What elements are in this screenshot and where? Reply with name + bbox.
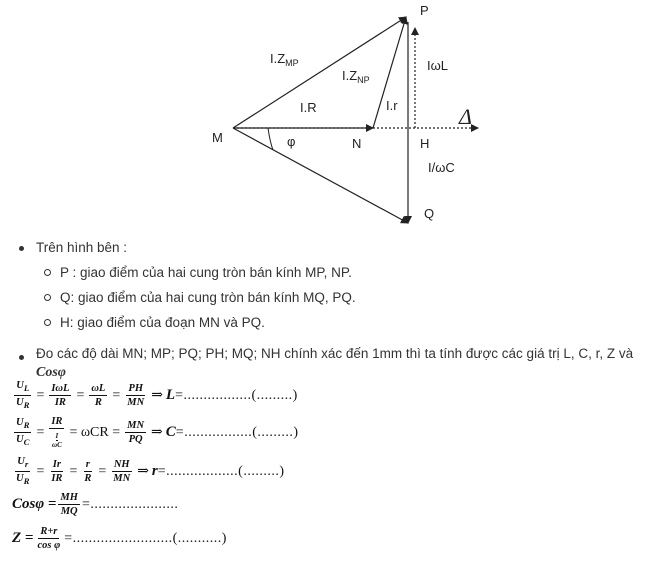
bullet-measure [14,345,644,381]
bullet-measure-cos: Cosφ [36,365,66,380]
sub-bullet-p-text: P : giao điểm của hai cung tròn bán kính MP, NP. [60,265,352,280]
frac-ur-uc: $\frac{U_R}{U_C}$ [16,416,30,448]
sub-bullet-q-text: Q: giao điểm của hai cung tròn bán kính MQ, PQ. [60,290,356,305]
frac-ir-i-wc: $\frac{IR}{\frac{I}{\omega C}}$ [51,416,63,449]
blank-z: =.........................(...........) [64,530,227,546]
frac-rr-cos: $\frac{R+r}{\text{cos φ}}$ [37,526,61,551]
segment-mq [233,128,408,223]
phi-arc [268,128,273,150]
frac-iwl-ir: $\frac{\text{IωL}}{IR}$ [51,383,70,409]
formula-r: $\frac{U_r}{U_R}$ = $\frac{Ir}{IR}$ = $\frac{r}{R}$ = $\frac{NH}{MN}$ ⇒ r =..................(.........) [16,456,285,487]
var-c: C [165,424,176,440]
sub-bullet-q [14,285,644,310]
label-h: H [420,136,430,151]
phasor-diagram [0,0,650,235]
sub-bullet-h-text: H: giao điểm của đoạn MN và PQ. [60,315,265,330]
segment-mp [233,17,406,128]
sub-bullet-p [14,260,644,285]
label-p: P [420,3,429,18]
blank-cos: =...................... [81,496,179,512]
var-l: L [165,387,176,404]
formula-c: $\frac{U_R}{U_C}$ = $\frac{IR}{\frac{I}{\omega C}}$ = ωCR = $\frac{MN}{PQ}$ ⇒ C =.................(.........) [16,416,299,449]
label-q: Q [424,206,435,221]
label-ir-small: I.r [386,98,398,113]
blank-r: =..................(.........) [157,463,285,479]
label-n: N [352,136,362,151]
formula-l: $\frac{U_L}{U_R}$ = $\frac{\text{IωL}}{IR}$ = $\frac{\omega L}{R}$ = $\frac{PH}{MN}$ ⇒ L =.................(.........) [16,380,298,411]
label-izmp: $I.Z_{MP}$ [270,51,299,68]
z-lhs: Z = [12,530,34,546]
blank-c: =.................(.........) [175,424,299,440]
frac-wl-r: $\frac{\omega L}{R}$ [91,383,106,409]
label-iwl: IωL [427,58,448,73]
label-iwc: I/ωC [428,160,455,175]
sub-bullet-h [14,310,644,335]
frac-ir2: $\frac{Ir}{IR}$ [51,459,63,485]
explanation-list [14,236,644,381]
formula-z [12,526,227,551]
cos-lhs: Cosφ = [12,496,57,512]
frac-ul-ur: $\frac{U_L}{U_R}$ [16,380,30,411]
var-r: r [151,463,158,480]
frac-mh-mq: $\frac{MH}{MQ}$ [60,492,78,517]
bullet-intro-text: Trên hình bên : [36,240,128,255]
frac-ur-ur: $\frac{U_r}{U_R}$ [16,456,30,487]
label-phi: φ [287,134,296,149]
frac-r-r: $\frac{r}{R}$ [84,459,92,485]
wcr-term: = ωCR = [69,424,121,440]
bullet-intro [14,236,644,260]
blank-l: =.................(.........) [175,387,298,403]
bullet-measure-text: Đo các độ dài MN; MP; PQ; PH; MQ; NH chính xác đến 1mm thì ta tính được các giá trị L, C, r, Z và [36,346,634,361]
label-m: M [212,130,223,145]
frac-nh-mn: $\frac{NH}{MN}$ [113,459,131,485]
frac-ph-mn: $\frac{PH}{MN}$ [127,383,145,409]
label-iznp: $I.Z_{NP}$ [342,68,370,85]
frac-mn-pq: $\frac{MN}{PQ}$ [127,420,145,445]
formula-cos [12,492,178,517]
label-ir: I.R [300,100,317,115]
label-delta: Δ [459,104,472,129]
